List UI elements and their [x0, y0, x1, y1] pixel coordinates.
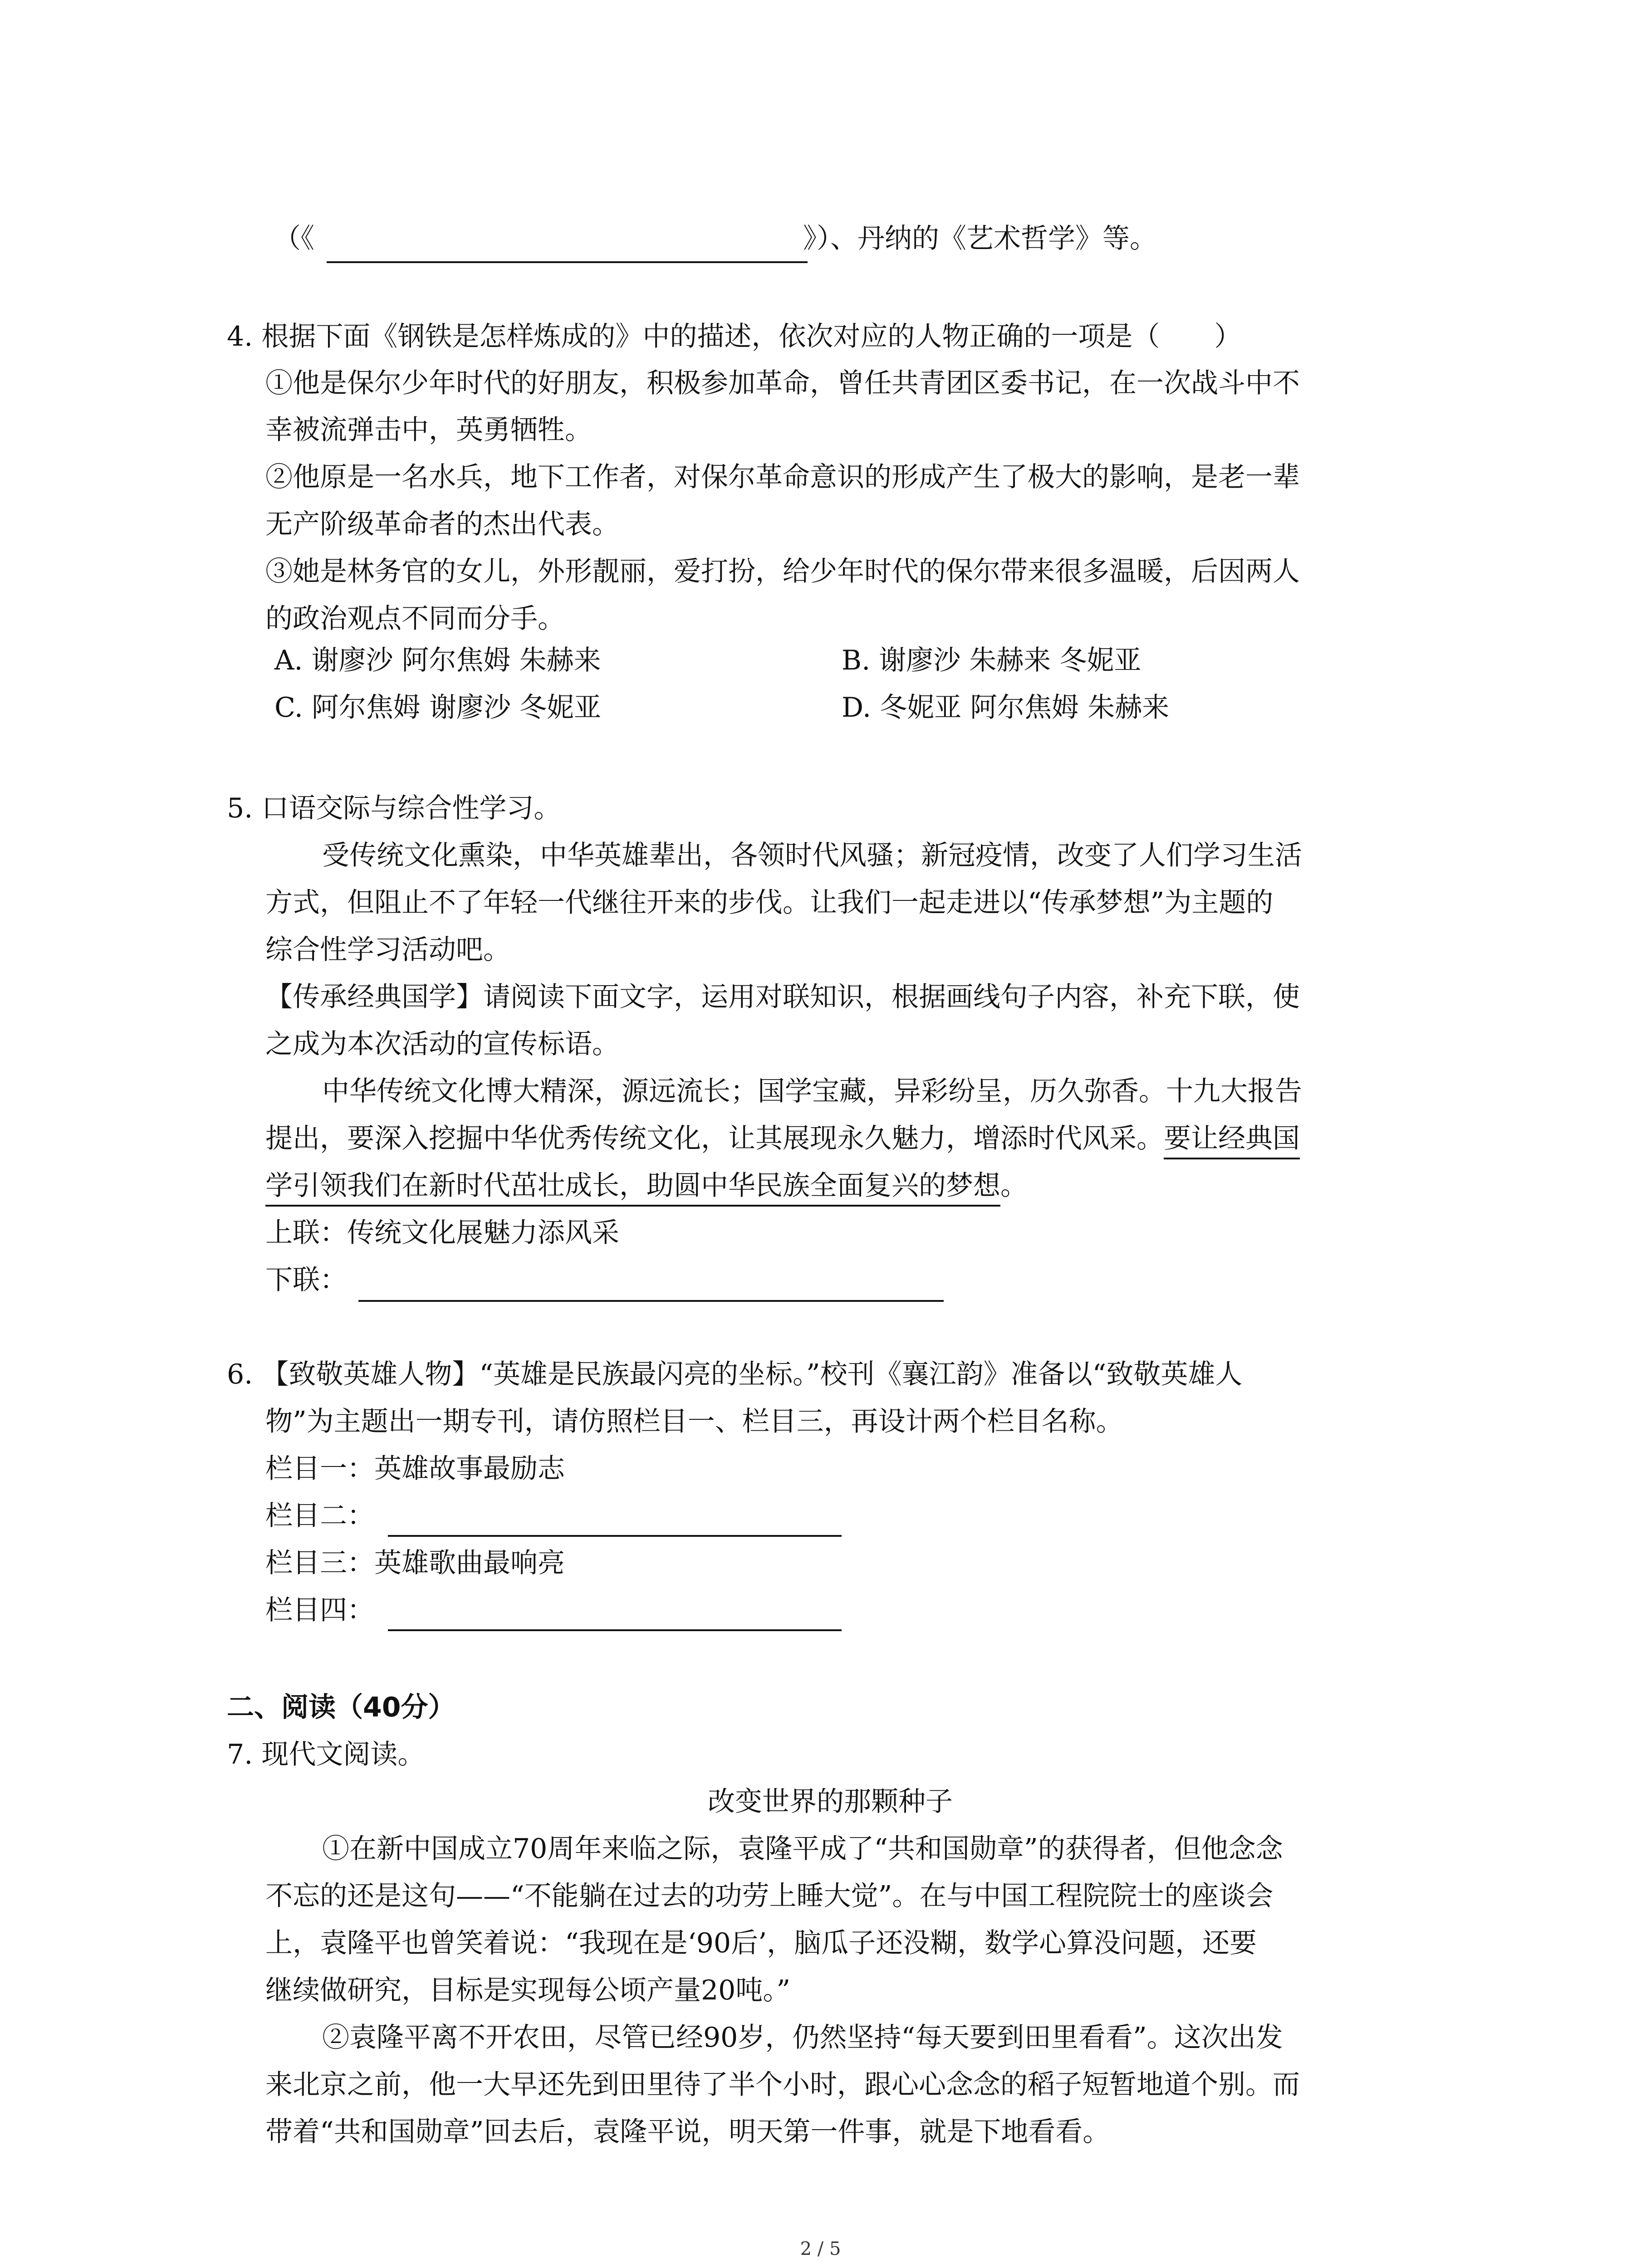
q7-stem: 7. 现代文阅读。	[227, 1739, 425, 1770]
q6-stem-2: 物”为主题出一期专刊，请仿照栏目一、栏目三，再设计两个栏目名称。	[265, 1406, 1123, 1437]
q5-underlined-sentence-part1: 要让经典国	[1164, 1123, 1300, 1154]
answer-blank-lower-couplet[interactable]	[358, 1300, 944, 1302]
q6-stem-1: 6. 【致敬英雄人物】“英雄是民族最闪亮的坐标。”校刊《襄江韵》准备以“致敬英雄人	[227, 1359, 1243, 1390]
q5-passage-2	[265, 1125, 1300, 1152]
q6-column-1: 栏目一：英雄故事最励志	[265, 1453, 565, 1485]
q5-passage-2-text: 提出，要深入挖掘中华优秀传统文化，让其展现永久魅力，增添时代风采。	[265, 1123, 1164, 1154]
article-para1-line2: 不忘的还是这句——“不能躺在过去的功劳上睡大觉”。在与中国工程院院士的座谈会	[265, 1880, 1274, 1912]
q4-desc-1a: ①他是保尔少年时代的好朋友，积极参加革命，曾任共青团区委书记，在一次战斗中不	[265, 367, 1300, 399]
q5-task-2: 之成为本次活动的宣传标语。	[265, 1028, 619, 1060]
q4-desc-1b: 幸被流弹击中，英勇牺牲。	[265, 414, 592, 446]
q5-passage-1: 中华传统文化博大精深，源远流长；国学宝藏，异彩纷呈，历久弥香。十九大报告	[322, 1075, 1302, 1107]
q6-column-4-label: 栏目四：	[265, 1594, 374, 1626]
q4-option-c[interactable]: C. 阿尔焦姆 谢廖沙 冬妮亚	[274, 692, 602, 723]
q5-passage-3-end: 。	[1000, 1170, 1028, 1202]
article-para1-line1: ①在新中国成立70周年来临之际，袁隆平成了“共和国勋章”的获得者，但他念念	[322, 1833, 1283, 1865]
section-heading-reading: 二、阅读（40分）	[227, 1691, 456, 1723]
q6-column-2-label: 栏目二：	[265, 1500, 374, 1532]
q5-stem: 5. 口语交际与综合性学习。	[227, 792, 561, 824]
fill-blank-prefix: （《	[274, 223, 314, 254]
q4-desc-3a: ③她是林务官的女儿，外形靓丽，爱打扮，给少年时代的保尔带来很多温暖，后因两人	[265, 556, 1300, 587]
q5-intro-3: 综合性学习活动吧。	[265, 934, 510, 966]
article-para2-line3: 带着“共和国勋章”回去后，袁隆平说，明天第一件事，就是下地看看。	[265, 2116, 1110, 2148]
q4-stem: 4. 根据下面《钢铁是怎样炼成的》中的描述，依次对应的人物正确的一项是（ ）	[227, 321, 1242, 352]
q4-option-a[interactable]: A. 谢廖沙 阿尔焦姆 朱赫来	[274, 645, 601, 676]
article-para2-line2: 来北京之前，他一大早还先到田里待了半个小时，跟心心念念的稻子短暂地道个别。而	[265, 2069, 1300, 2101]
q5-upper-couplet: 上联：传统文化展魅力添风采	[265, 1217, 619, 1249]
article-para1-line4: 继续做研究，目标是实现每公顷产量20吨。”	[265, 1975, 791, 2006]
q4-desc-2b: 无产阶级革命者的杰出代表。	[265, 508, 619, 540]
fill-blank-suffix: 》）、丹纳的《艺术哲学》等。	[803, 223, 1157, 254]
q5-task-1: 【传承经典国学】请阅读下面文字，运用对联知识，根据画线句子内容，补充下联，使	[265, 981, 1300, 1013]
q4-desc-2a: ②他原是一名水兵，地下工作者，对保尔革命意识的形成产生了极大的影响，是老一辈	[265, 461, 1300, 493]
article-para2-line1: ②袁隆平离不开农田，尽管已经90岁，仍然坚持“每天要到田里看看”。这次出发	[322, 2022, 1283, 2053]
q4-option-b[interactable]: B. 谢廖沙 朱赫来 冬妮亚	[842, 645, 1141, 676]
answer-blank-column-4[interactable]	[388, 1629, 842, 1631]
answer-blank-book-title[interactable]	[327, 261, 808, 263]
article-para1-line3: 上，袁隆平也曾笑着说：“我现在是‘90后’，脑瓜子还没糊，数学心算没问题，还要	[265, 1927, 1257, 1959]
q5-underlined-sentence-part2: 学引领我们在新时代茁壮成长，助圆中华民族全面复兴的梦想	[265, 1170, 1000, 1202]
q5-passage-3	[265, 1170, 1028, 1202]
q6-column-3: 栏目三：英雄歌曲最响亮	[265, 1547, 565, 1579]
page-number: 2 / 5	[800, 2239, 841, 2259]
q4-option-d[interactable]: D. 冬妮亚 阿尔焦姆 朱赫来	[842, 692, 1170, 723]
q5-intro-1: 受传统文化熏染，中华英雄辈出，各领时代风骚；新冠疫情，改变了人们学习生活	[322, 840, 1302, 871]
article-title: 改变世界的那颗种子	[708, 1786, 953, 1818]
answer-blank-column-2[interactable]	[388, 1535, 842, 1537]
q5-lower-couplet-label: 下联：	[265, 1264, 347, 1296]
q4-desc-3b: 的政治观点不同而分手。	[265, 603, 565, 635]
q5-intro-2: 方式，但阻止不了年轻一代继往开来的步伐。让我们一起走进以“传承梦想”为主题的	[265, 887, 1274, 919]
